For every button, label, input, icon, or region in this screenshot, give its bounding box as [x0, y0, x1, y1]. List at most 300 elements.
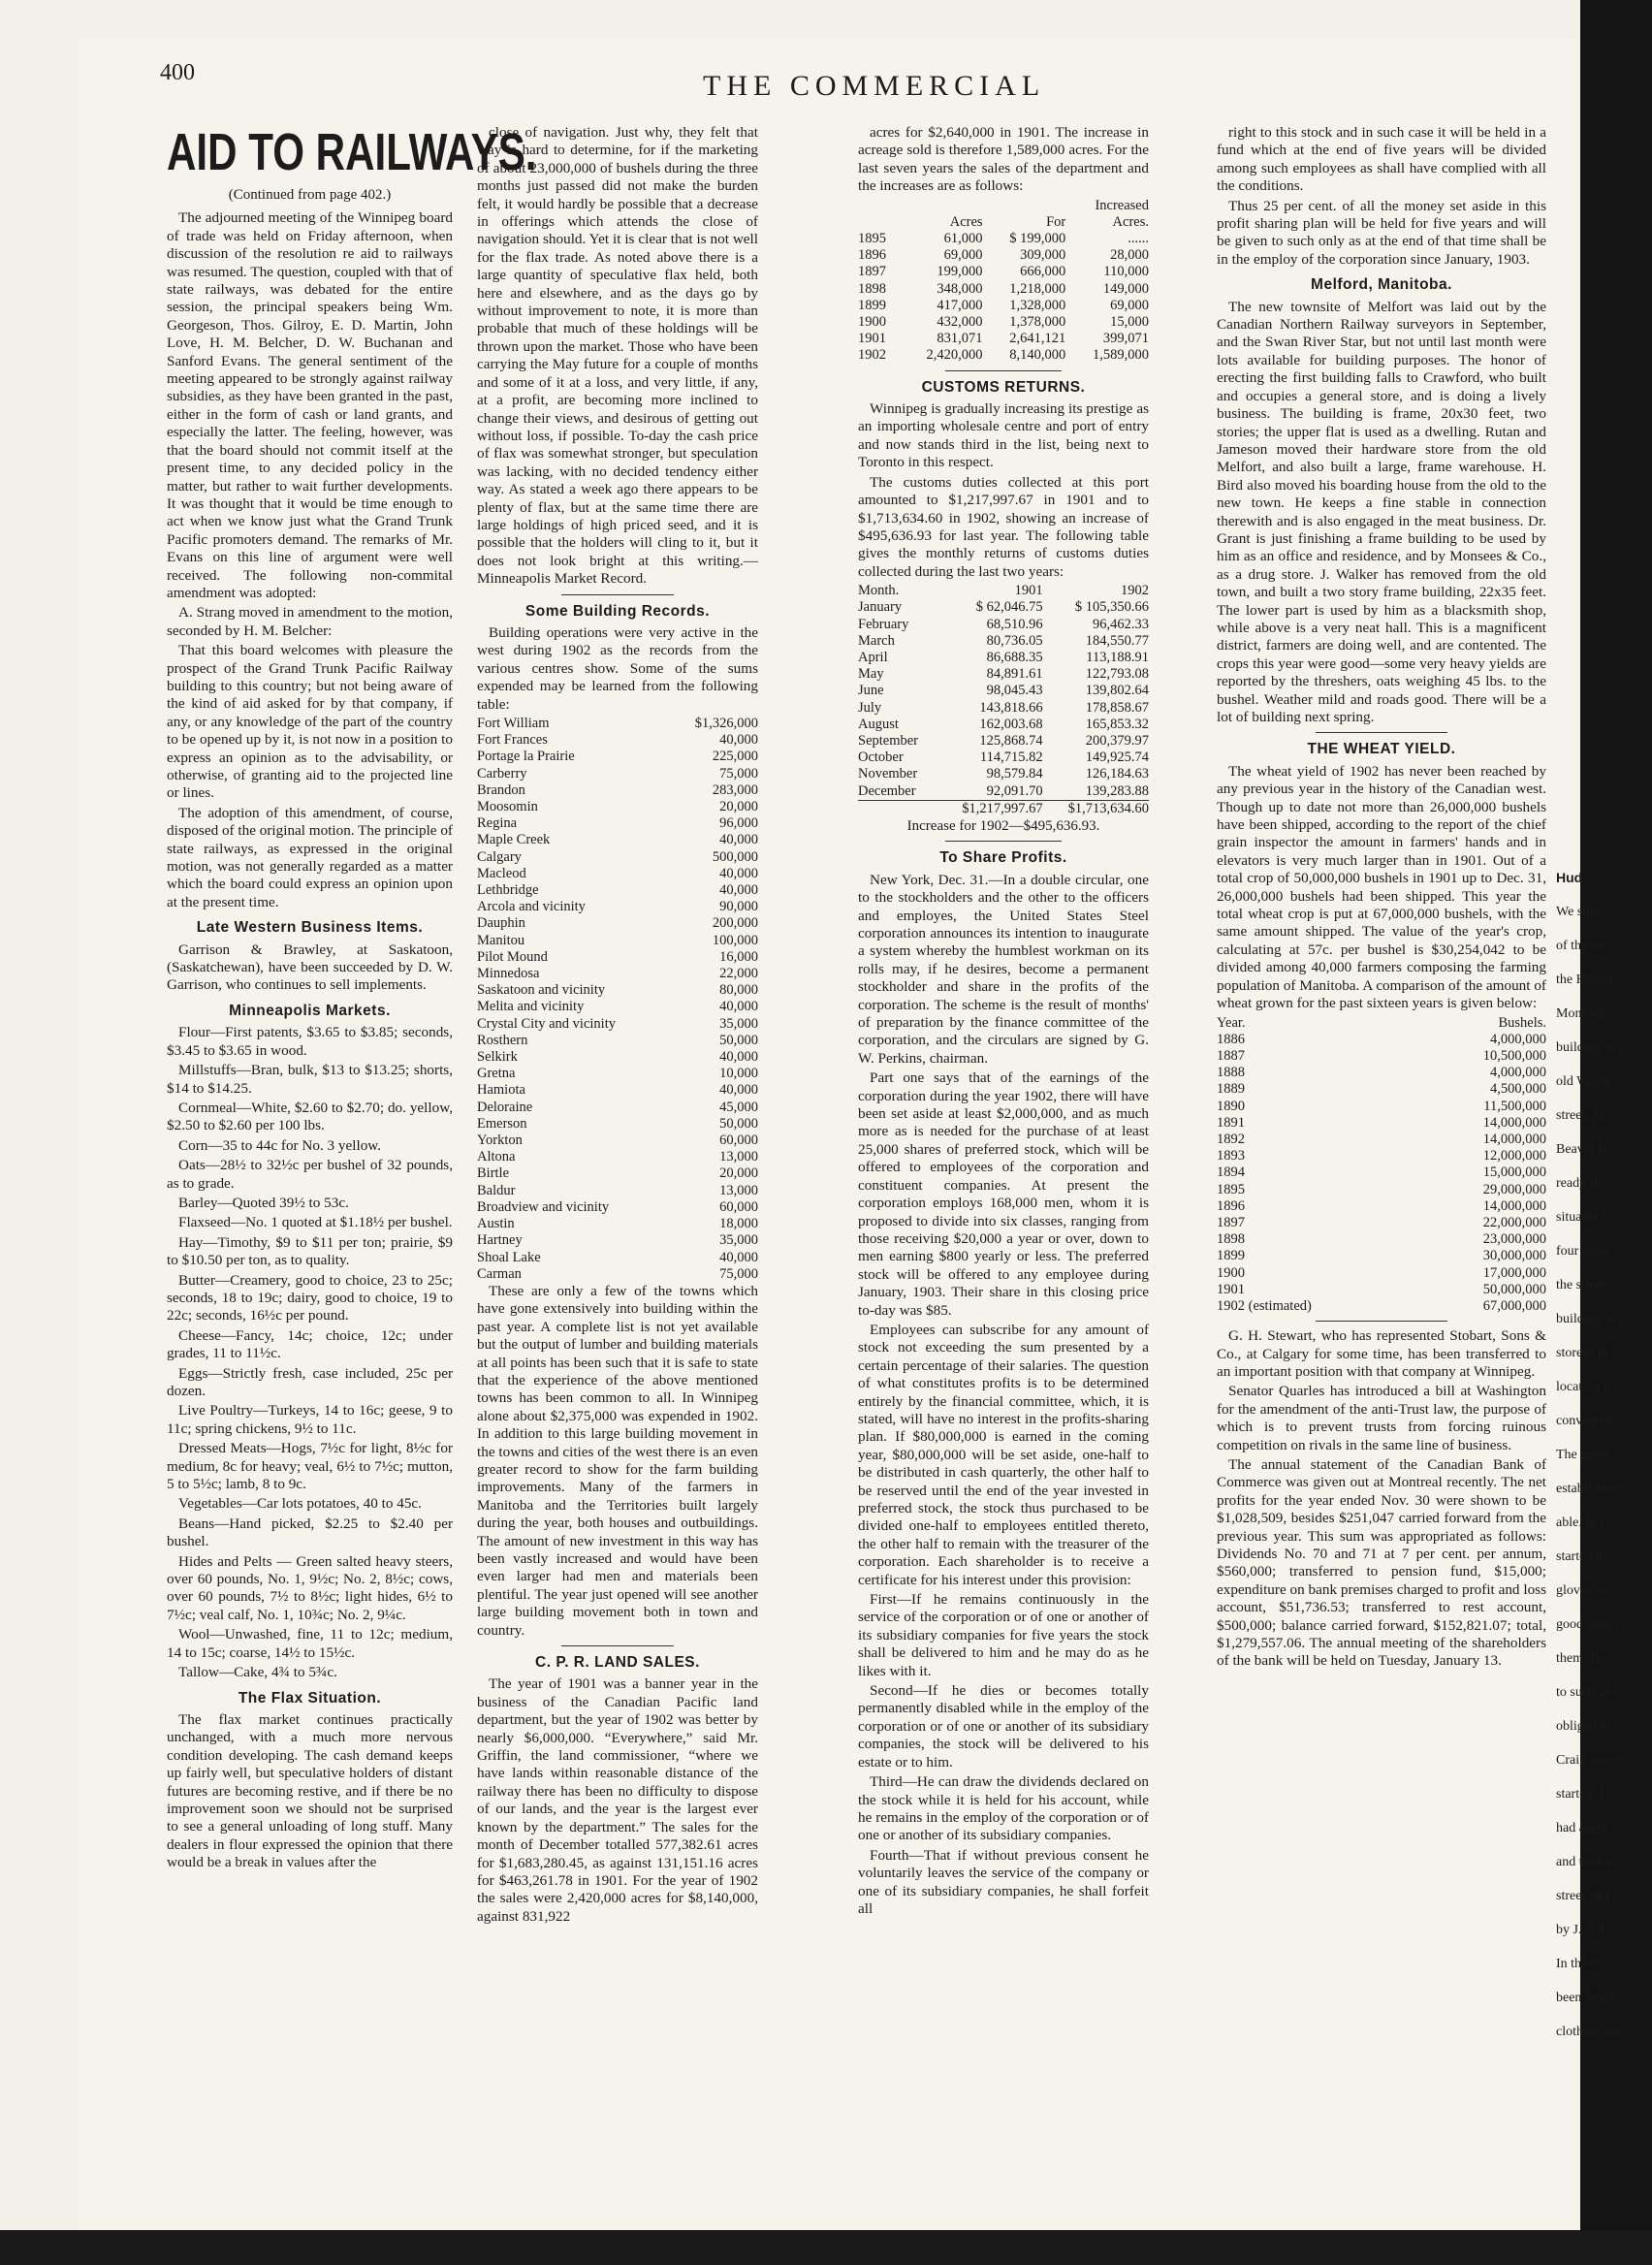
- article-paragraph: New York, Dec. 31.—In a double circular, one to the stockholders and the other to the officers and employes, the United States Steel corporation announces its intention to inaugurate a system whereby the humblest workman on its rolls may, if he desires, become a permanent stockholder and share in the profits of the corporation. The scheme is the result of months' of preparation by the finance committee of the corporation, and the circulars are signed by G. W. Perkins, chairman.: [858, 871, 1149, 1067]
- section-title: CUSTOMS RETURNS.: [921, 378, 1086, 396]
- market-quote: Wool—Unwashed, fine, 11 to 12c; medium, 14 to 15c; coarse, 14½ to 15½c.: [167, 1626, 453, 1661]
- partial-line: storeys hi: [1556, 1346, 1609, 1360]
- section-title: Minneapolis Markets.: [229, 1002, 391, 1019]
- article-paragraph: Building operations were very active in the west during 1902 as the records from the various centres show. Some of the sums expended may be learned from the following table:: [477, 623, 758, 713]
- town-name: Maple Creek: [477, 832, 551, 848]
- duties-1902: 149,925.74: [1085, 750, 1149, 766]
- increase: 15,000: [1110, 314, 1149, 331]
- table-row: [477, 1016, 758, 1033]
- section-title: Late Western Business Items.: [196, 919, 424, 937]
- table-row: [858, 331, 1149, 347]
- table-row: [1217, 1148, 1546, 1164]
- amount: 16,000: [719, 948, 758, 965]
- headline-aid-to-railways: AID TO RAILWAYS.: [167, 123, 537, 181]
- duties-1902: 139,283.88: [1085, 782, 1149, 799]
- duties-1902: 113,188.91: [1086, 649, 1149, 665]
- year: 1892: [1217, 1131, 1245, 1147]
- table-header-row: [858, 583, 1149, 599]
- column-2: [477, 124, 758, 1928]
- table-row: [1217, 1231, 1546, 1248]
- bushels: 4,000,000: [1490, 1065, 1546, 1081]
- table-row: [477, 1033, 758, 1049]
- table-row: [477, 949, 758, 966]
- partial-line: good goods: [1556, 1617, 1619, 1632]
- table-row: [858, 650, 1149, 666]
- town-name: Broadview and vicinity: [477, 1198, 610, 1215]
- year: 1886: [1217, 1031, 1245, 1047]
- increase-note: Increase for 1902—$495,636.93.: [906, 817, 1100, 834]
- duties-1902: 139,802.64: [1085, 683, 1149, 699]
- table-row: [1217, 1215, 1546, 1231]
- market-quote: Corn—35 to 44c for No. 3 yellow.: [178, 1136, 382, 1154]
- year: 1888: [1217, 1065, 1245, 1081]
- year: 1896: [858, 247, 886, 264]
- table-row: [477, 782, 758, 799]
- market-quotes: [167, 1024, 453, 1681]
- page-header: [160, 60, 1566, 109]
- amount: 13,000: [719, 1182, 758, 1198]
- bushels: 50,000,000: [1482, 1281, 1546, 1297]
- column-header: Increased: [1095, 197, 1149, 213]
- table-row: [477, 1082, 758, 1099]
- table-row: [1217, 1132, 1546, 1148]
- partial-line: started to: [1556, 1549, 1606, 1564]
- duties-1901: 86,688.35: [986, 649, 1043, 665]
- sale-amount: 8,140,000: [1009, 347, 1066, 364]
- partial-line: location is: [1556, 1380, 1612, 1394]
- partial-line: We show: [1556, 905, 1606, 919]
- town-name: Yorkton: [477, 1132, 523, 1149]
- partial-line: them. Bus: [1556, 1651, 1611, 1666]
- town-name: Crystal City and vicinity: [477, 1015, 616, 1032]
- town-name: Selkirk: [477, 1049, 518, 1066]
- table-row: [1217, 1298, 1546, 1315]
- town-name: Portage la Prairie: [477, 749, 575, 765]
- divider: [945, 841, 1062, 842]
- article-paragraph: Thus 25 per cent. of all the money set aside in this profit sharing plan will be held for five years and will be given to such only as at the end of that time shall be in the employ of the corporation since January, 1903.: [1217, 197, 1546, 268]
- acres: 69,000: [943, 247, 983, 264]
- table-row: [1217, 1182, 1546, 1198]
- column-header: Year.: [1217, 1014, 1246, 1031]
- partial-line: In the m: [1556, 1957, 1602, 1971]
- article-paragraph: right to this stock and in such case it will be held in a fund which at the end of five years will be divided among such employees as shall have complied with all the conditions.: [1217, 124, 1546, 195]
- town-name: Altona: [477, 1149, 516, 1165]
- table-row: [858, 231, 1149, 247]
- column-4: [1217, 124, 1546, 1673]
- acres: 199,000: [937, 264, 983, 280]
- section-title: Some Building Records.: [524, 602, 711, 620]
- sale-amount: 309,000: [1020, 247, 1066, 264]
- amount: 225,000: [712, 749, 758, 765]
- table-row: [477, 1049, 758, 1066]
- bushels: 14,000,000: [1482, 1197, 1546, 1214]
- partial-line: building in: [1556, 1312, 1616, 1326]
- article-paragraph: First—If he remains continuously in the service of the corporation or of one or another of its subsidiary companies for five years the stock shall be delivered to him and he may do as he likes with it.: [858, 1591, 1149, 1679]
- town-name: Birtle: [477, 1165, 510, 1182]
- table-row: [477, 1183, 758, 1199]
- year: 1893: [1217, 1148, 1245, 1164]
- partial-line: gloves at 7: [1556, 1583, 1615, 1598]
- bushels: 67,000,000: [1482, 1297, 1546, 1314]
- article-paragraph: The adoption of this amendment, of course, disposed of the original motion. The principle of state railways, as expressed in the original motion, was not generally regarded as a matter which the board could express an opinion upon at the present time.: [167, 804, 453, 910]
- amount: 20,000: [719, 799, 758, 815]
- market-quote: Barley—Quoted 39½ to 53c.: [178, 1194, 349, 1211]
- railway-article: [167, 209, 453, 911]
- market-quote: Flour—First patents, $3.65 to $3.85; seconds, $3.45 to $3.65 in wood.: [167, 1024, 453, 1059]
- partial-line: Craig street: [1556, 1753, 1619, 1768]
- town-name: Baldur: [477, 1182, 516, 1198]
- table-row: [477, 815, 758, 832]
- section-title: Melford, Manitoba.: [1311, 276, 1452, 294]
- column-3: [858, 124, 1149, 1920]
- partial-line: the Hudso: [1556, 973, 1612, 987]
- customs-table: [858, 583, 1149, 817]
- duties-1902: 126,184.63: [1085, 766, 1149, 782]
- partial-line: building in: [1556, 1040, 1616, 1055]
- partial-line: establishme: [1556, 1482, 1621, 1496]
- table-row: [858, 666, 1149, 683]
- scan-edge-bottom: [0, 2230, 1652, 2265]
- table-row: [1217, 1282, 1546, 1298]
- acres: 348,000: [937, 280, 983, 297]
- article-paragraph: The customs duties collected at this port amounted to $1,217,997.67 in 1901 and to $1,713,634.60 in 1902, showing an increase of $495,636.93 for last year. The following table gives the monthly returns of customs duties collected during the last two years:: [858, 473, 1149, 580]
- month: May: [858, 666, 884, 683]
- partial-line: able. In t: [1556, 1515, 1604, 1530]
- partial-line: old Waver: [1556, 1074, 1612, 1089]
- table-row: [477, 732, 758, 749]
- amount: 18,000: [719, 1216, 758, 1232]
- sale-amount: 2,641,121: [1009, 331, 1066, 347]
- table-row: [477, 1116, 758, 1132]
- acres: 2,420,000: [926, 347, 983, 364]
- amount: 35,000: [719, 1015, 758, 1032]
- acres: 417,000: [937, 297, 983, 313]
- table-row: [858, 247, 1149, 264]
- year: 1895: [1217, 1181, 1245, 1197]
- town-name: Carberry: [477, 765, 527, 782]
- town-name: Austin: [477, 1216, 515, 1232]
- table-row: [858, 750, 1149, 766]
- table-row: [477, 1232, 758, 1249]
- table-row: [1217, 1115, 1546, 1132]
- duties-1902: $ 105,350.66: [1074, 599, 1149, 616]
- amount: 40,000: [719, 1249, 758, 1265]
- table-row: [477, 982, 758, 999]
- year: 1902 (estimated): [1217, 1297, 1312, 1314]
- amount: 283,000: [712, 782, 758, 798]
- article-paragraph: Garrison & Brawley, at Saskatoon, (Saskatchewan), have been succeeded by D. W. Garrison, who continues to sell implements.: [167, 941, 453, 994]
- table-header-row: [1217, 1015, 1546, 1032]
- divider: [561, 1645, 674, 1646]
- amount: 50,000: [719, 1115, 758, 1132]
- table-row: [858, 314, 1149, 331]
- table-row: [858, 733, 1149, 750]
- table-row: [477, 1066, 758, 1082]
- partial-line: four sides: [1556, 1244, 1609, 1259]
- partial-line: clothing, un: [1556, 2025, 1621, 2039]
- divider: [1316, 732, 1447, 733]
- town-name: Arcola and vicinity: [477, 899, 586, 915]
- table-row: [1217, 1048, 1546, 1065]
- total-1901: $1,217,997.67: [937, 800, 1042, 817]
- bushels: 12,000,000: [1482, 1148, 1546, 1164]
- partial-line: street, in t: [1556, 1889, 1610, 1903]
- duties-1901: 98,579.84: [986, 766, 1043, 782]
- amount: 96,000: [719, 815, 758, 832]
- bushels: 4,000,000: [1490, 1031, 1546, 1047]
- town-name: Emerson: [477, 1115, 527, 1132]
- amount: 75,000: [719, 1265, 758, 1282]
- bushels: 17,000,000: [1482, 1264, 1546, 1281]
- table-row: [477, 1149, 758, 1165]
- table-row: [477, 915, 758, 932]
- acres: 831,071: [937, 331, 983, 347]
- table-row: [858, 700, 1149, 717]
- market-quote: Hides and Pelts — Green salted heavy steers, over 60 pounds, No. 1, 9½c; No. 2, 8½c; cows, over 60 pounds, 7½ to 8½c; light hides, 6½ to 7½c; veal calf, No. 1, 10¾c; No. 2, 9¼c.: [167, 1552, 453, 1623]
- bushels: 30,000,000: [1482, 1248, 1546, 1264]
- month: September: [858, 732, 919, 749]
- amount: 13,000: [719, 1149, 758, 1165]
- town-name: Hartney: [477, 1232, 523, 1249]
- town-name: Moosomin: [477, 799, 538, 815]
- amount: 500,000: [712, 848, 758, 865]
- year: 1898: [1217, 1231, 1245, 1248]
- column-header: Acres.: [1112, 213, 1149, 230]
- month: June: [858, 683, 884, 699]
- column-header: For: [1046, 213, 1066, 230]
- month: February: [858, 616, 909, 632]
- table-row: [858, 264, 1149, 280]
- article-paragraph: Second—If he dies or becomes totally permanently disabled while in the employ of the corporation or of one or another of its subsidiary companies, the stock will be delivered to his estate or to him.: [858, 1682, 1149, 1771]
- town-name: Melita and vicinity: [477, 999, 585, 1015]
- duties-1902: 184,550.77: [1085, 632, 1149, 649]
- article-paragraph: Winnipeg is gradually increasing its prestige as an importing wholesale centre and port of entry and now stands third in the list, being next to Toronto in this respect.: [858, 400, 1149, 471]
- column-5-partial: [1556, 124, 1622, 2049]
- year: 1900: [1217, 1264, 1245, 1281]
- table-row: [858, 633, 1149, 650]
- duties-1901: 84,891.61: [986, 666, 1043, 683]
- amount: 40,000: [719, 999, 758, 1015]
- amount: 40,000: [719, 732, 758, 749]
- partial-line: convenient: [1556, 1414, 1616, 1428]
- amount: 80,000: [719, 982, 758, 999]
- column-header: Month.: [858, 583, 900, 599]
- table-row: [477, 716, 758, 732]
- continued-note: (Continued from page 402.): [228, 187, 392, 203]
- table-row: [1217, 1099, 1546, 1115]
- town-name: Fort William: [477, 716, 550, 731]
- amount: 200,000: [712, 915, 758, 932]
- partial-line: street, ju: [1556, 1108, 1604, 1123]
- bushels: 14,000,000: [1482, 1131, 1546, 1147]
- year: 1890: [1217, 1098, 1245, 1114]
- table-row: [858, 347, 1149, 364]
- market-quote: Oats—28½ to 32½c per bushel of 32 pounds, as to grade.: [167, 1157, 453, 1192]
- year: 1896: [1217, 1197, 1245, 1214]
- increase: ......: [1128, 231, 1149, 247]
- divider: [945, 370, 1062, 371]
- bushels: 23,000,000: [1482, 1231, 1546, 1248]
- section-title: The Flax Situation.: [238, 1689, 382, 1707]
- sale-amount: 1,378,000: [1009, 314, 1066, 331]
- sale-amount: 1,328,000: [1009, 297, 1066, 313]
- partial-line: and took a: [1556, 1855, 1613, 1869]
- duties-1902: 165,853.32: [1085, 716, 1149, 732]
- total-1902: $1,713,634.60: [1043, 800, 1149, 817]
- article-paragraph: G. H. Stewart, who has represented Stobart, Sons & Co., at Calgary for some time, has been transferred to an important position with that company at Winnipeg.: [1217, 1327, 1546, 1380]
- partial-line: had again: [1556, 1821, 1609, 1835]
- market-quote: Beans—Hand picked, $2.25 to $2.40 per bushel.: [167, 1515, 453, 1550]
- article-paragraph: That this board welcomes with pleasure the prospect of the Grand Trunk Pacific Railway building to this country; but not being aware of the kind of aid asked for by that company, if any, or any knowledge of the part of the country to be opened up by it, is not now in a position to express an opinion as to the advisability, or otherwise, of granting aid to the projected line or lines.: [167, 642, 453, 802]
- partial-line: Beaver H: [1556, 1142, 1608, 1157]
- article-paragraph: The new townsite of Melfort was laid out by the Canadian Northern Railway surveyors in September, and the Swan River Star, but not until last month were lots available for building purposes. The honor of erecting the first building falls to Crawford, who built and occupies a general store, and is doing a lively business. The building is frame, 20x30 feet, two stories; the upper flat is used as a dwelling. Rutan and Jameson moved their hardware store from the old Melfort, and also built a large, frame warehouse. H. Bird also moved his boarding house from the old to the new town. He keeps a fine stable in connection therewith and is also engaged in the meat business. Dr. Grant is just finishing a frame building to be used by him as an office and residence, and by Monsees & Co., as a drug store. J. Walker has removed from the old town, and built a two story frame building, 22x35 feet. The lower part is used by him as a blacksmith shop, while above is a very neat hall. This is a magnificent district, farmers are doing well, and are contented. The crops this year were good—some very heavy yields are reported by the threshers, oats weighing 45 lbs. to the bushel. Weather mild and roads good. There will be a lot of building next spring.: [1217, 298, 1546, 725]
- table-row: [1217, 1198, 1546, 1215]
- divider: [561, 594, 674, 595]
- table-row: [477, 766, 758, 782]
- table-row: [858, 617, 1149, 633]
- bushels: 4,500,000: [1490, 1081, 1546, 1098]
- partial-headline: Hud: [1556, 870, 1583, 885]
- table-row: [477, 799, 758, 815]
- duties-1901: 162,003.68: [979, 716, 1043, 732]
- town-name: Manitou: [477, 932, 525, 948]
- town-name: Minnedosa: [477, 966, 540, 982]
- town-name: Shoal Lake: [477, 1249, 541, 1265]
- duties-1902: 122,793.08: [1085, 666, 1149, 683]
- journal-title: THE COMMERCIAL: [703, 70, 1046, 102]
- amount: 40,000: [719, 882, 758, 899]
- duties-1902: 200,379.97: [1085, 732, 1149, 749]
- article-paragraph: Third—He can draw the dividends declared on the stock while it is held for his account, while he remains in the employ of the corporation or of one or another of its subsidiary companies.: [858, 1773, 1149, 1844]
- market-quote: Tallow—Cake, 4¾ to 5¾c.: [178, 1664, 337, 1681]
- column-header: Bushels.: [1498, 1014, 1546, 1031]
- duties-1901: 80,736.05: [986, 632, 1043, 649]
- year: 1889: [1217, 1081, 1245, 1098]
- duties-1901: 125,868.74: [979, 732, 1043, 749]
- section-title: To Share Profits.: [939, 849, 1067, 867]
- month: December: [858, 782, 916, 799]
- table-row: [477, 1132, 758, 1149]
- amount: 90,000: [719, 899, 758, 915]
- year: 1897: [858, 264, 886, 280]
- article-paragraph: The annual statement of the Canadian Bank of Commerce was given out at Montreal recently. The net profits for the year ended Nov. 30 were shown to be $1,028,509, besides $251,047 carried forward from the previous year. This sum was appropriated as follows: Dividends No. 70 and 71 at 7 per cent. per annum, $560,000; transferred to pension fund, $15,000; expenditure on bank premises charged to profit and loss account, $51,736.53; transferred to rest account, $500,000; balance carried forward, $152,821.07; total, $1,279,557.06. The annual meeting of the shareholders of the bank will be held on Tuesday, January 13.: [1217, 1456, 1546, 1670]
- amount: 75,000: [719, 765, 758, 782]
- bushels: 10,500,000: [1482, 1047, 1546, 1064]
- partial-line: by J. & T.: [1556, 1923, 1610, 1937]
- table-row: [477, 899, 758, 915]
- increase: 110,000: [1103, 264, 1149, 280]
- table-row: [477, 749, 758, 765]
- table-row: [477, 1199, 758, 1216]
- partial-line: Montreal: [1556, 1006, 1606, 1021]
- table-row: [858, 783, 1149, 801]
- article-paragraph: Part one says that of the earnings of the corporation during the year 1902, there will have been set aside at least $2,000,000, and as much more as is needed for the purchase of at least 25,000 shares of preferred stock, which will be offered to employees of the corporation and constituent companies. At present the corporation employs 168,000 men, whom it is proposed to divide into six classes, ranging from those receiving $20,000 a year or over, down to men earning $800 yearly or less. The preferred stock will be offered to any employee during January, 1903. Their share in this closing price to-day was $85.: [858, 1069, 1149, 1319]
- duties-1902: 178,858.67: [1085, 699, 1149, 716]
- table-row: [1217, 1081, 1546, 1098]
- table-row: [477, 1100, 758, 1116]
- article-paragraph: Senator Quarles has introduced a bill at Washington for the amendment of the anti-Trust law, the purpose of which is to prevent trusts from forcing ruinous competition on rivals in the same line of business.: [1217, 1383, 1546, 1453]
- amount: 40,000: [719, 865, 758, 881]
- town-name: Fort Frances: [477, 732, 548, 749]
- increase: 149,000: [1102, 280, 1149, 297]
- duties-1901: $ 62,046.75: [975, 599, 1043, 616]
- article-paragraph: The flax market continues practically unchanged, with a much more nervous condition developing. The cash demand keeps up fairly well, but speculative holders of distant futures are becoming restive, and if there be no improvement soon we should not be surprised to see a general unloading of long stuff. Many dealers in flour expressed the opinion that there would be a break in values after the: [167, 1710, 453, 1871]
- sale-amount: 666,000: [1020, 264, 1066, 280]
- town-name: Saskatoon and vicinity: [477, 982, 606, 999]
- column-header: 1902: [1121, 583, 1149, 599]
- section-title: THE WHEAT YIELD.: [1307, 741, 1456, 758]
- table-header-row: [858, 214, 1149, 231]
- table-row: [477, 999, 758, 1015]
- amount: 20,000: [719, 1165, 758, 1182]
- town-name: Hamiota: [477, 1082, 525, 1099]
- year: 1895: [858, 231, 886, 247]
- year: 1900: [858, 314, 886, 331]
- duties-1901: 114,715.82: [979, 750, 1043, 766]
- duties-1901: 143,818.66: [979, 699, 1043, 716]
- section-title: C. P. R. LAND SALES.: [535, 1654, 700, 1672]
- partial-line: The grow: [1556, 1448, 1609, 1462]
- market-quote: Vegetables—Car lots potatoes, 40 to 45c.: [178, 1495, 422, 1513]
- table-row: [477, 849, 758, 866]
- amount: 45,000: [719, 1099, 758, 1115]
- partial-line: started. I: [1556, 1787, 1604, 1802]
- year: 1902: [858, 347, 886, 364]
- month: November: [858, 766, 918, 782]
- duties-1901: 68,510.96: [986, 616, 1043, 632]
- month: October: [858, 750, 904, 766]
- table-row: [858, 717, 1149, 733]
- market-quote: Eggs—Strictly fresh, case included, 25c per dozen.: [167, 1364, 453, 1399]
- table-row: [477, 882, 758, 899]
- year: 1901: [858, 331, 886, 347]
- amount: 22,000: [719, 966, 758, 982]
- duties-1902: 96,462.33: [1093, 616, 1149, 632]
- table-row: [477, 966, 758, 982]
- partial-line: the street: [1556, 1278, 1605, 1292]
- article-paragraph: The year of 1901 was a banner year in the business of the Canadian Pacific land department, but the year of 1902 was better by nearly $6,000,000. “Everywhere,” said Mr. Griffin, the land commissioner, “where we have lands within reasonable distance of the railway there has been no difficulty to dispose of our lands, and the year is the largest ever known by the department.” The sales for the month of December totalled 577,382.61 acres for $1,683,280.45, as against 131,151.16 acres for $463,261.78 in 1901. For the year of 1902 the sales were 2,420,000 acres for $8,140,000, against 831,922: [477, 1675, 758, 1925]
- article-paragraph: Fourth—That if without previous consent he voluntarily leaves the service of the company or one of its subsidiary companies, he shall forfeit all: [858, 1846, 1149, 1917]
- amount: 40,000: [719, 1049, 758, 1066]
- year: 1901: [1217, 1281, 1245, 1297]
- year: 1894: [1217, 1164, 1245, 1181]
- year: 1899: [858, 297, 886, 313]
- town-name: Deloraine: [477, 1099, 533, 1115]
- amount: 35,000: [719, 1232, 758, 1249]
- table-row: [858, 281, 1149, 298]
- bushels: 15,000,000: [1482, 1164, 1546, 1181]
- town-name: Macleod: [477, 865, 526, 881]
- town-name: Pilot Mound: [477, 948, 548, 965]
- column-header: Acres: [949, 213, 983, 230]
- table-row: [1217, 1164, 1546, 1181]
- table-row: [477, 1216, 758, 1232]
- column-header: 1901: [1014, 583, 1043, 599]
- acres: 61,000: [943, 231, 983, 247]
- town-name: Regina: [477, 815, 518, 832]
- bushels: 22,000,000: [1482, 1214, 1546, 1230]
- town-name: Rosthern: [477, 1032, 528, 1048]
- increase: 28,000: [1110, 247, 1149, 264]
- month: January: [858, 599, 903, 616]
- duties-1901: 92,091.70: [986, 782, 1043, 799]
- market-quote: Millstuffs—Bran, bulk, $13 to $13.25; shorts, $14 to $14.25.: [167, 1062, 453, 1097]
- table-total-row: [858, 800, 1149, 817]
- table-row: [1217, 1065, 1546, 1081]
- amount: $1,326,000: [694, 716, 758, 731]
- amount: 100,000: [712, 932, 758, 948]
- article-paragraph: acres for $2,640,000 in 1901. The increase in acreage sold is therefore 1,589,000 acres. For the last seven years the sales of the department and the increases are as follows:: [858, 124, 1149, 195]
